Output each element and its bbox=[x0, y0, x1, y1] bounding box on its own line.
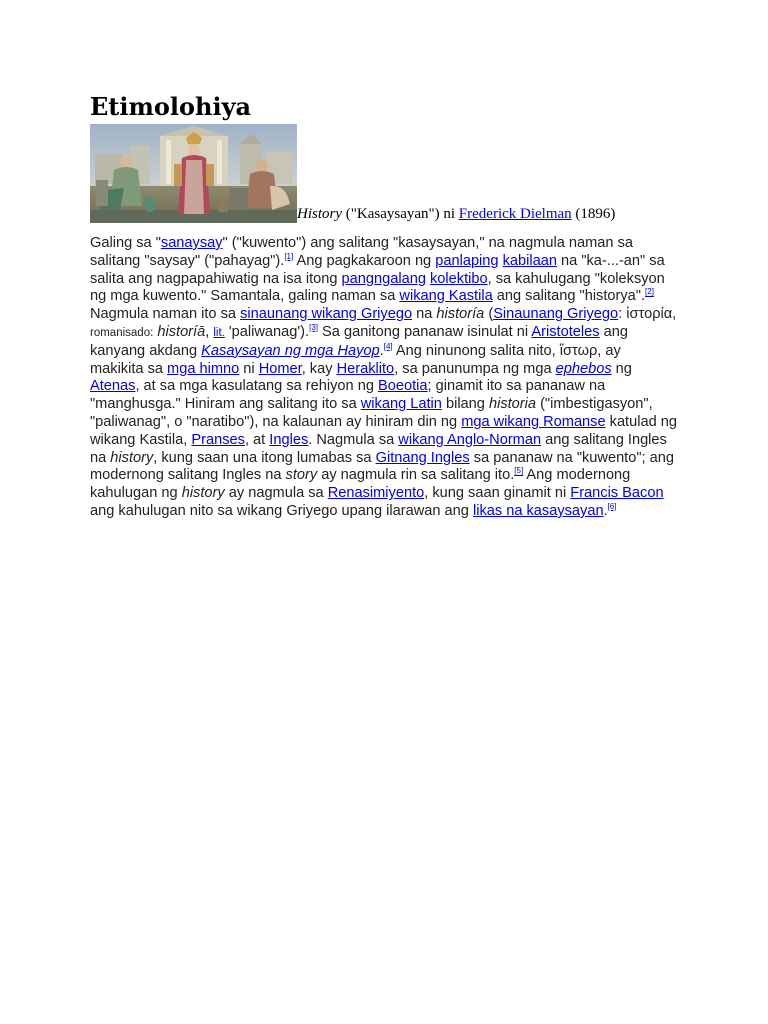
text-run: na "ka-...-an" sa salita ang nagpapahiwatig na isa itong bbox=[90, 252, 665, 287]
text-run: ang kahulugan nito sa wikang Griyego upang ilarawan ang bbox=[90, 502, 473, 519]
italic-link-text: Kasaysayan ng mga Hayop bbox=[201, 342, 380, 359]
italic-link-text: ephebos bbox=[555, 360, 612, 377]
text-run: ay nagmula rin sa salitang ito. bbox=[317, 467, 515, 484]
text-run: ni bbox=[239, 360, 259, 377]
link-sinaunang-wikang-griyego[interactable]: sinaunang wikang Griyego bbox=[240, 306, 413, 323]
text-run: , kung saan ginamit ni bbox=[424, 485, 571, 502]
article-section bbox=[90, 90, 678, 521]
link-heraklito[interactable]: Heraklito bbox=[336, 360, 395, 377]
link-pangngalang[interactable]: pangngalang bbox=[341, 270, 426, 287]
text-run: ; ginamit ito sa pananaw na "manghusga." Hiniram ang salitang ito sa bbox=[90, 378, 606, 413]
italic-term: history bbox=[110, 449, 154, 466]
text-run: , bbox=[205, 323, 214, 340]
italic-term: historia bbox=[488, 396, 537, 413]
link-sinaunang-griyego[interactable]: Sinaunang Griyego bbox=[493, 306, 619, 323]
figure-caption-title: History bbox=[297, 206, 342, 222]
link-frederick-dielman[interactable]: Frederick Dielman bbox=[458, 206, 572, 222]
text-run: Nagmula naman ito sa bbox=[90, 306, 241, 323]
text-run: , at bbox=[244, 431, 270, 448]
text-run: ang salitang "historya". bbox=[492, 288, 646, 305]
text-run: ang kanyang akdang bbox=[90, 323, 628, 359]
link-renasimiyento[interactable]: Renasimiyento bbox=[327, 485, 425, 502]
text-run: 'paliwanag'). bbox=[224, 323, 310, 340]
italic-term: historía bbox=[436, 306, 485, 323]
text-run: ay nagmula sa bbox=[224, 485, 328, 502]
link-gitnang-ingles[interactable]: Gitnang Ingles bbox=[375, 449, 470, 466]
link-panlaping[interactable]: panlaping bbox=[435, 252, 499, 269]
text-run: sa pananaw na "kuwento"; ang modernong salitang Ingles na bbox=[90, 449, 674, 484]
text-run: ("imbestigasyon", "paliwanag", o "naratibo"), na kalaunan ay hiniram din ng bbox=[90, 396, 653, 430]
text-run: ang salitang Ingles na bbox=[90, 431, 667, 466]
link-wikang-anglo-norman[interactable]: wikang Anglo-Norman bbox=[398, 431, 542, 448]
italic-term: story bbox=[285, 467, 318, 484]
link-wikang-latin[interactable]: wikang Latin bbox=[360, 396, 442, 413]
link-ingles[interactable]: Ingles bbox=[269, 431, 309, 448]
reference-5[interactable]: [5] bbox=[514, 466, 524, 476]
link-boeotia[interactable]: Boeotia bbox=[378, 378, 428, 395]
link-aristoteles[interactable]: Aristoteles bbox=[531, 323, 600, 340]
reference-4[interactable]: [4] bbox=[383, 341, 393, 351]
italic-term: historíā bbox=[157, 323, 206, 340]
text-run: , sa kahulugang "koleksyon ng mga kuwento." Samantala, galing naman sa bbox=[90, 270, 665, 305]
link-homer[interactable]: Homer bbox=[258, 360, 302, 377]
romanized-label: romanisado: bbox=[90, 326, 154, 339]
text-run: katulad ng wikang Kastila, bbox=[90, 413, 677, 448]
text-run: . Nagmula sa bbox=[308, 431, 399, 448]
text-run: Sa ganitong pananaw isinulat ni bbox=[318, 323, 532, 340]
text-run: , kay bbox=[301, 360, 337, 377]
figure bbox=[90, 124, 678, 223]
text-run: ng bbox=[611, 360, 632, 377]
text-run: " ("kuwento") ang salitang "kasaysayan," na nagmula naman sa salitang "saysay" ("pahayag"). bbox=[90, 235, 633, 269]
link-wikang-kastila[interactable]: wikang Kastila bbox=[399, 288, 493, 305]
text-run: ( bbox=[484, 306, 494, 323]
reference-2[interactable]: [2] bbox=[645, 287, 654, 297]
text-run: : ἱστορία, bbox=[618, 306, 677, 323]
link-mga-wikang-romanse[interactable]: mga wikang Romanse bbox=[461, 413, 606, 430]
link-kabilaan[interactable]: kabilaan bbox=[502, 252, 557, 269]
text-run: , kung saan una itong lumabas sa bbox=[153, 449, 376, 466]
text-run: . bbox=[603, 502, 608, 519]
text-run: Ang modernong kahulugan ng bbox=[90, 467, 631, 502]
text-run: Galing sa " bbox=[90, 235, 161, 251]
text-run: Ang pagkakaroon ng bbox=[293, 252, 436, 269]
link-likas-na-kasaysayan[interactable]: likas na kasaysayan bbox=[472, 502, 604, 519]
reference-3[interactable]: [3] bbox=[309, 323, 318, 333]
link-kasaysayan-ng-mga-hayop[interactable] bbox=[201, 343, 379, 359]
link-mga-himno[interactable]: mga himno bbox=[167, 360, 240, 377]
link-kolektibo[interactable]: kolektibo bbox=[430, 270, 488, 287]
link-francis-bacon[interactable]: Francis Bacon bbox=[570, 485, 664, 502]
text-run: . bbox=[379, 342, 384, 359]
reference-6[interactable]: [6] bbox=[607, 502, 617, 512]
link-ephebos[interactable] bbox=[556, 361, 612, 377]
link-pranses[interactable]: Pranses bbox=[191, 431, 245, 448]
figure-caption-text: ("Kasaysayan") ni bbox=[342, 206, 459, 222]
italic-term: history bbox=[181, 485, 225, 502]
figure-caption-year: (1896) bbox=[571, 206, 616, 222]
link-lit[interactable]: lit. bbox=[213, 326, 225, 339]
reference-1[interactable]: [1] bbox=[284, 251, 294, 261]
section-heading: Etimolohiya bbox=[90, 92, 252, 121]
etymology-paragraph bbox=[90, 235, 678, 521]
text-run: Ang ninunong salita nito, ἵστωρ, ay makikita sa bbox=[90, 342, 621, 377]
text-run: , sa panunumpa ng mga bbox=[394, 360, 556, 377]
link-sanaysay[interactable]: sanaysay bbox=[160, 235, 223, 251]
mural-painting-image[interactable] bbox=[90, 124, 297, 223]
text-run: , at sa mga kasulatang sa rehiyon ng bbox=[135, 378, 379, 395]
link-atenas[interactable]: Atenas bbox=[90, 378, 136, 395]
text-run: bilang bbox=[441, 396, 489, 413]
text-run: na bbox=[412, 306, 437, 323]
